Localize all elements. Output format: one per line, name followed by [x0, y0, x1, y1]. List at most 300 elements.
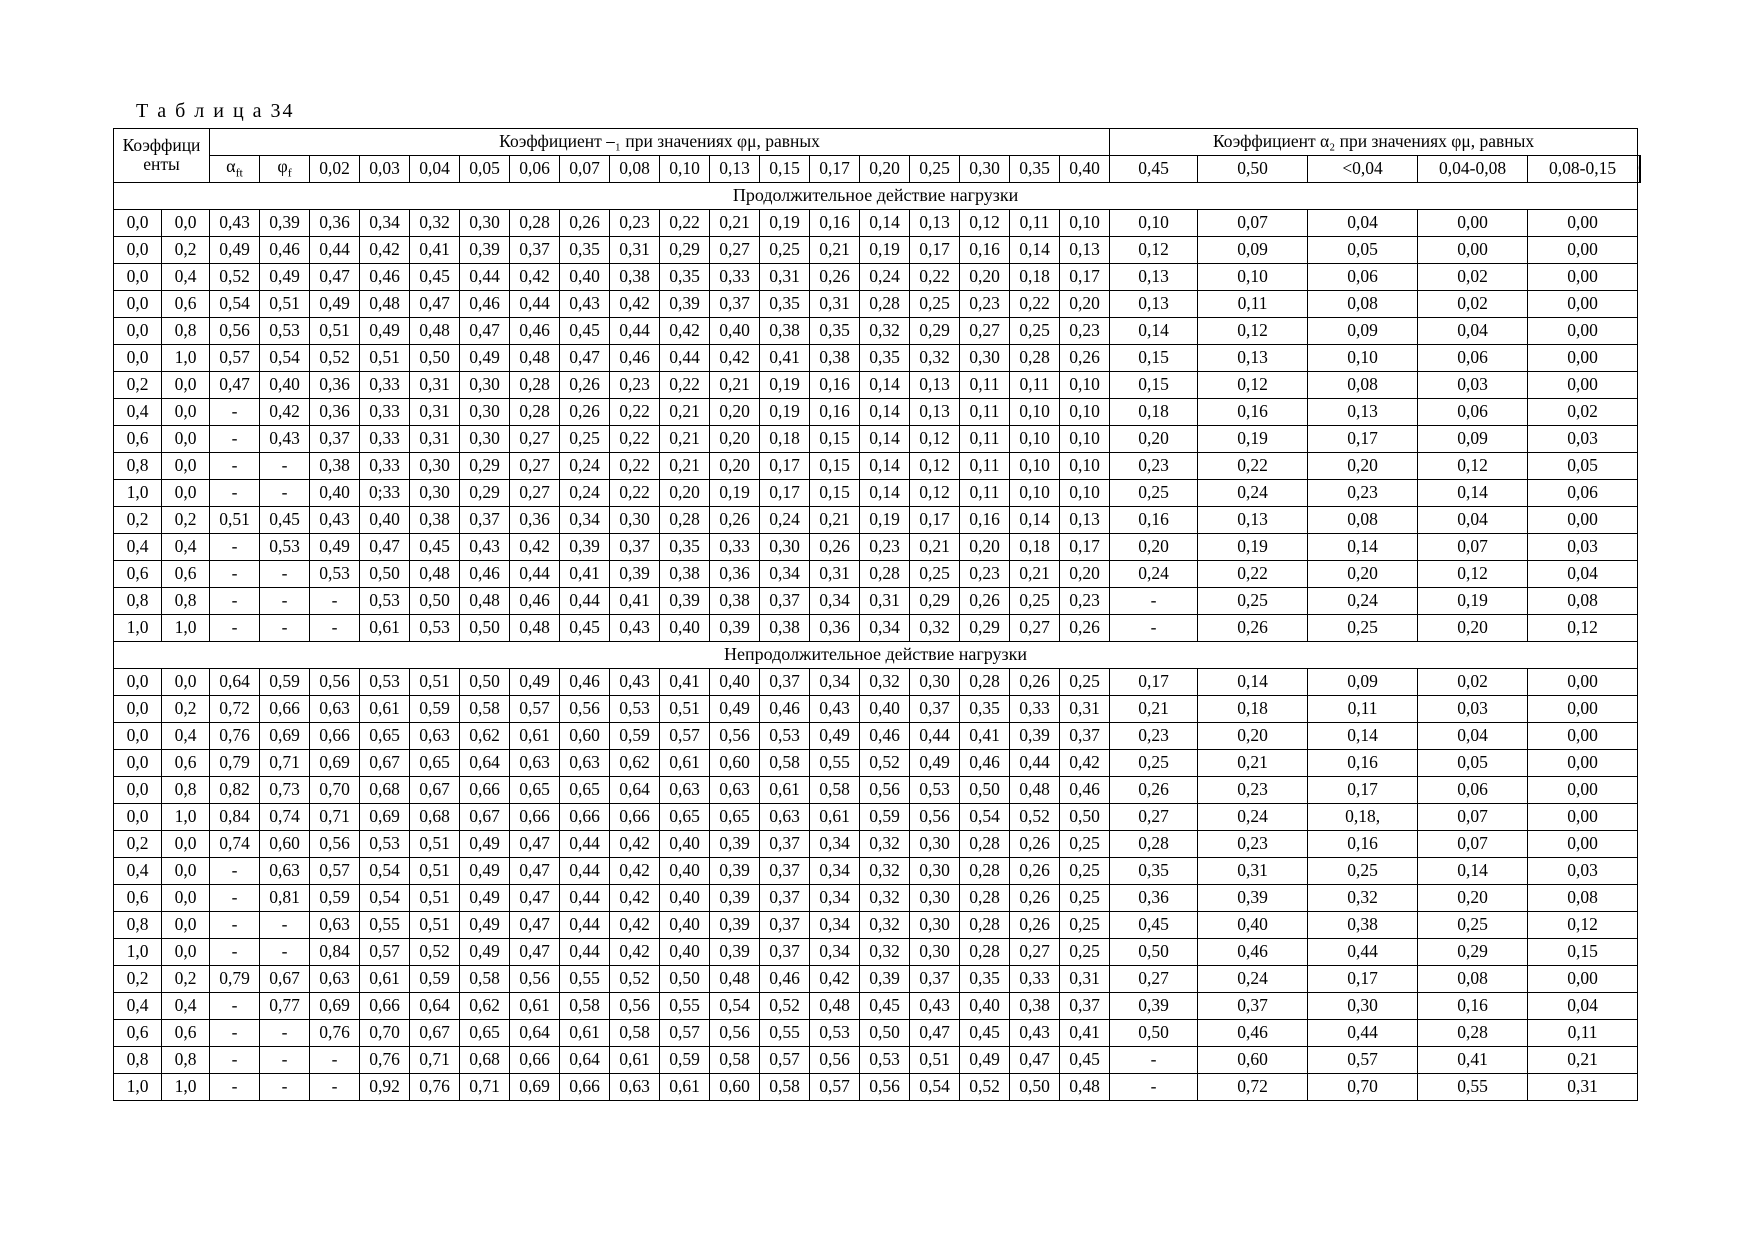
header-col-right-1: 0,04-0,08 — [1418, 156, 1528, 183]
cell-alpha1-12: 0,36 — [810, 615, 860, 642]
cell-alpha1-15: 0,11 — [960, 399, 1010, 426]
cell-alpha1-10: 0,60 — [710, 750, 760, 777]
cell-alpha-ft: 1,0 — [114, 939, 162, 966]
cell-alpha2-4: 0,05 — [1528, 453, 1638, 480]
cell-alpha1-0: - — [210, 399, 260, 426]
cell-alpha1-0: 0,79 — [210, 966, 260, 993]
cell-alpha1-16: 0,33 — [1010, 966, 1060, 993]
cell-alpha1-9: 0,40 — [660, 615, 710, 642]
cell-alpha1-15: 0,16 — [960, 507, 1010, 534]
cell-alpha-ft: 1,0 — [114, 480, 162, 507]
cell-alpha1-13: 0,32 — [860, 885, 910, 912]
cell-alpha2-0: 0,45 — [1110, 912, 1198, 939]
cell-alpha2-3: 0,20 — [1418, 885, 1528, 912]
cell-alpha1-17: 0,45 — [1060, 1047, 1110, 1074]
cell-alpha1-4: 0,63 — [410, 723, 460, 750]
cell-alpha1-14: 0,43 — [910, 993, 960, 1020]
cell-alpha1-12: 0,21 — [810, 507, 860, 534]
cell-alpha1-0: - — [210, 885, 260, 912]
cell-alpha2-0: 0,20 — [1110, 534, 1198, 561]
cell-alpha2-4: 0,00 — [1528, 669, 1638, 696]
cell-alpha2-1: 0,20 — [1198, 723, 1308, 750]
cell-alpha1-10: 0,20 — [710, 399, 760, 426]
cell-alpha1-8: 0,42 — [610, 831, 660, 858]
cell-alpha1-0: 0,74 — [210, 831, 260, 858]
cell-alpha2-3: 0,25 — [1418, 912, 1528, 939]
cell-alpha1-1: 0,66 — [260, 696, 310, 723]
cell-alpha1-9: 0,57 — [660, 1020, 710, 1047]
cell-alpha1-7: 0,44 — [560, 588, 610, 615]
table-row — [114, 345, 1641, 372]
cell-alpha1-6: 0,47 — [510, 858, 560, 885]
cell-alpha1-1: - — [260, 939, 310, 966]
cell-alpha1-4: 0,45 — [410, 534, 460, 561]
cell-alpha1-10: 0,56 — [710, 1020, 760, 1047]
cell-alpha1-8: 0,37 — [610, 534, 660, 561]
cell-alpha1-0: 0,52 — [210, 264, 260, 291]
cell-alpha1-2: 0,38 — [310, 453, 360, 480]
cell-alpha1-8: 0,22 — [610, 480, 660, 507]
cell-alpha2-4: 0,00 — [1528, 507, 1638, 534]
cell-alpha1-9: 0,59 — [660, 1047, 710, 1074]
cell-alpha1-9: 0,61 — [660, 750, 710, 777]
cell-phi-f: 0,4 — [162, 534, 210, 561]
cell-alpha1-16: 0,26 — [1010, 669, 1060, 696]
cell-alpha2-2: 0,23 — [1308, 480, 1418, 507]
cell-alpha1-3: 0,61 — [360, 615, 410, 642]
cell-alpha1-16: 0,52 — [1010, 804, 1060, 831]
cell-alpha1-8: 0,38 — [610, 264, 660, 291]
cell-alpha1-2: 0,69 — [310, 750, 360, 777]
cell-alpha1-11: 0,46 — [760, 966, 810, 993]
cell-alpha1-6: 0,37 — [510, 237, 560, 264]
cell-alpha1-2: 0,36 — [310, 399, 360, 426]
cell-alpha1-6: 0,49 — [510, 669, 560, 696]
cell-alpha1-1: 0,46 — [260, 237, 310, 264]
cell-alpha2-0: 0,10 — [1110, 210, 1198, 237]
cell-alpha2-2: 0,16 — [1308, 831, 1418, 858]
cell-alpha1-5: 0,65 — [460, 1020, 510, 1047]
cell-alpha1-12: 0,61 — [810, 804, 860, 831]
cell-alpha2-3: 0,08 — [1418, 966, 1528, 993]
cell-alpha1-8: 0,42 — [610, 291, 660, 318]
cell-alpha1-1: 0,73 — [260, 777, 310, 804]
cell-alpha1-6: 0,47 — [510, 831, 560, 858]
cell-alpha2-2: 0,44 — [1308, 1020, 1418, 1047]
cell-alpha2-4: 0,03 — [1528, 858, 1638, 885]
cell-alpha1-8: 0,61 — [610, 1047, 660, 1074]
cell-alpha1-17: 0,26 — [1060, 615, 1110, 642]
cell-alpha2-4: 0,03 — [1528, 534, 1638, 561]
cell-alpha1-14: 0,30 — [910, 912, 960, 939]
cell-alpha1-11: 0,19 — [760, 210, 810, 237]
cell-alpha1-5: 0,44 — [460, 264, 510, 291]
header-col-left-12: 0,25 — [910, 156, 960, 183]
cell-alpha1-10: 0,39 — [710, 858, 760, 885]
cell-alpha1-10: 0,40 — [710, 669, 760, 696]
cell-alpha2-3: 0,05 — [1418, 750, 1528, 777]
cell-alpha1-2: 0,84 — [310, 939, 360, 966]
cell-alpha1-12: 0,15 — [810, 426, 860, 453]
cell-alpha2-1: 0,39 — [1198, 885, 1308, 912]
cell-alpha2-2: 0,08 — [1308, 291, 1418, 318]
cell-alpha1-4: 0,45 — [410, 264, 460, 291]
cell-alpha1-11: 0,38 — [760, 615, 810, 642]
cell-alpha1-5: 0,46 — [460, 291, 510, 318]
cell-alpha1-17: 0,25 — [1060, 831, 1110, 858]
cell-alpha1-2: - — [310, 615, 360, 642]
cell-alpha1-15: 0,50 — [960, 777, 1010, 804]
cell-alpha2-0: 0,14 — [1110, 318, 1198, 345]
cell-alpha1-16: 0,10 — [1010, 399, 1060, 426]
cell-alpha1-7: 0,45 — [560, 615, 610, 642]
cell-alpha1-8: 0,58 — [610, 1020, 660, 1047]
cell-alpha1-1: - — [260, 453, 310, 480]
cell-alpha1-11: 0,37 — [760, 912, 810, 939]
cell-phi-f: 0,2 — [162, 237, 210, 264]
table-row — [114, 291, 1641, 318]
table-row — [114, 264, 1641, 291]
cell-alpha1-2: 0,51 — [310, 318, 360, 345]
header-col-left-3: 0,05 — [460, 156, 510, 183]
cell-alpha2-2: 0,57 — [1308, 1047, 1418, 1074]
cell-alpha1-13: 0,32 — [860, 318, 910, 345]
cell-phi-f: 0,6 — [162, 561, 210, 588]
cell-alpha1-2: 0,43 — [310, 507, 360, 534]
cell-alpha1-17: 0,26 — [1060, 345, 1110, 372]
cell-alpha1-10: 0,26 — [710, 507, 760, 534]
cell-alpha1-5: 0,29 — [460, 480, 510, 507]
cell-alpha-ft: 1,0 — [114, 1074, 162, 1101]
cell-alpha1-4: 0,30 — [410, 453, 460, 480]
cell-alpha2-2: 0,10 — [1308, 345, 1418, 372]
cell-phi-f: 0,8 — [162, 1047, 210, 1074]
cell-phi-f: 0,0 — [162, 399, 210, 426]
cell-alpha2-4: 0,00 — [1528, 264, 1638, 291]
cell-alpha2-4: 0,04 — [1528, 561, 1638, 588]
cell-alpha1-13: 0,32 — [860, 669, 910, 696]
cell-alpha1-5: 0,48 — [460, 588, 510, 615]
cell-alpha2-4: 0,04 — [1528, 993, 1638, 1020]
cell-alpha1-3: 0,40 — [360, 507, 410, 534]
cell-alpha1-7: 0,44 — [560, 831, 610, 858]
cell-alpha1-16: 0,26 — [1010, 831, 1060, 858]
cell-alpha2-0: 0,25 — [1110, 480, 1198, 507]
cell-alpha1-11: 0,46 — [760, 696, 810, 723]
cell-alpha2-4: 0,12 — [1528, 615, 1638, 642]
cell-alpha1-15: 0,30 — [960, 345, 1010, 372]
cell-phi-f: 0,0 — [162, 912, 210, 939]
cell-alpha1-6: 0,57 — [510, 696, 560, 723]
cell-alpha1-7: 0,60 — [560, 723, 610, 750]
cell-alpha1-17: 0,25 — [1060, 858, 1110, 885]
cell-alpha1-10: 0,56 — [710, 723, 760, 750]
cell-alpha1-4: 0,31 — [410, 399, 460, 426]
cell-alpha-ft: 0,8 — [114, 912, 162, 939]
cell-alpha1-15: 0,20 — [960, 534, 1010, 561]
cell-alpha1-14: 0,30 — [910, 939, 960, 966]
table-row — [114, 723, 1641, 750]
cell-alpha1-5: 0,30 — [460, 426, 510, 453]
section-band-row — [114, 183, 1641, 210]
cell-alpha1-10: 0,19 — [710, 480, 760, 507]
cell-alpha2-1: 0,12 — [1198, 372, 1308, 399]
cell-alpha1-11: 0,25 — [760, 237, 810, 264]
cell-alpha1-6: 0,28 — [510, 399, 560, 426]
cell-alpha1-6: 0,47 — [510, 939, 560, 966]
cell-alpha2-0: 0,50 — [1110, 1020, 1198, 1047]
cell-alpha1-5: 0,47 — [460, 318, 510, 345]
cell-alpha1-8: 0,64 — [610, 777, 660, 804]
cell-alpha1-3: 0,53 — [360, 588, 410, 615]
table-row — [114, 885, 1641, 912]
cell-alpha1-15: 0,23 — [960, 291, 1010, 318]
cell-alpha2-1: 0,12 — [1198, 318, 1308, 345]
cell-alpha1-6: 0,27 — [510, 426, 560, 453]
cell-alpha2-4: 0,00 — [1528, 210, 1638, 237]
cell-alpha2-0: 0,25 — [1110, 750, 1198, 777]
cell-alpha1-1: 0,40 — [260, 372, 310, 399]
header-col-left-17: 0,50 — [1198, 156, 1308, 183]
cell-alpha1-2: 0,57 — [310, 858, 360, 885]
cell-alpha2-3: 0,55 — [1418, 1074, 1528, 1101]
cell-alpha1-2: 0,66 — [310, 723, 360, 750]
header-col-left-16: 0,45 — [1110, 156, 1198, 183]
cell-alpha1-3: 0,33 — [360, 372, 410, 399]
cell-alpha1-4: 0,41 — [410, 237, 460, 264]
cell-alpha1-7: 0,24 — [560, 480, 610, 507]
cell-alpha1-9: 0,65 — [660, 804, 710, 831]
cell-alpha1-5: 0,49 — [460, 885, 510, 912]
cell-alpha-ft: 0,2 — [114, 966, 162, 993]
cell-alpha1-9: 0,22 — [660, 372, 710, 399]
cell-alpha1-8: 0,23 — [610, 372, 660, 399]
cell-alpha2-1: 0,13 — [1198, 345, 1308, 372]
cell-alpha1-15: 0,28 — [960, 669, 1010, 696]
cell-alpha1-9: 0,40 — [660, 939, 710, 966]
cell-alpha-ft: 0,4 — [114, 993, 162, 1020]
cell-phi-f: 0,6 — [162, 291, 210, 318]
cell-alpha1-11: 0,37 — [760, 588, 810, 615]
cell-alpha1-10: 0,38 — [710, 588, 760, 615]
cell-alpha1-10: 0,39 — [710, 615, 760, 642]
cell-alpha1-1: 0,69 — [260, 723, 310, 750]
cell-alpha2-3: 0,00 — [1418, 210, 1528, 237]
cell-alpha1-5: 0,58 — [460, 696, 510, 723]
cell-alpha2-4: 0,15 — [1528, 939, 1638, 966]
cell-alpha1-5: 0,30 — [460, 210, 510, 237]
cell-alpha1-7: 0,35 — [560, 237, 610, 264]
cell-alpha1-15: 0,20 — [960, 264, 1010, 291]
cell-alpha2-2: 0,09 — [1308, 669, 1418, 696]
cell-alpha1-1: 0,59 — [260, 669, 310, 696]
cell-alpha1-11: 0,37 — [760, 669, 810, 696]
cell-alpha1-8: 0,44 — [610, 318, 660, 345]
cell-alpha1-5: 0,50 — [460, 615, 510, 642]
cell-alpha1-10: 0,33 — [710, 264, 760, 291]
cell-alpha1-5: 0,62 — [460, 993, 510, 1020]
cell-alpha1-9: 0,22 — [660, 210, 710, 237]
cell-alpha1-1: 0,49 — [260, 264, 310, 291]
cell-alpha1-3: 0,50 — [360, 561, 410, 588]
cell-alpha2-1: 0,13 — [1198, 507, 1308, 534]
cell-alpha2-2: 0,04 — [1308, 210, 1418, 237]
cell-alpha1-11: 0,37 — [760, 831, 810, 858]
cell-alpha1-11: 0,55 — [760, 1020, 810, 1047]
cell-alpha1-1: - — [260, 1047, 310, 1074]
cell-alpha1-12: 0,16 — [810, 372, 860, 399]
cell-alpha1-15: 0,28 — [960, 939, 1010, 966]
cell-alpha1-15: 0,35 — [960, 966, 1010, 993]
table-row — [114, 318, 1641, 345]
cell-alpha1-5: 0,39 — [460, 237, 510, 264]
cell-alpha1-13: 0,19 — [860, 237, 910, 264]
cell-alpha1-7: 0,46 — [560, 669, 610, 696]
cell-alpha1-9: 0,42 — [660, 318, 710, 345]
cell-alpha2-0: 0,26 — [1110, 777, 1198, 804]
cell-alpha1-0: - — [210, 912, 260, 939]
cell-alpha2-2: 0,08 — [1308, 507, 1418, 534]
cell-alpha2-4: 0,31 — [1528, 1074, 1638, 1101]
cell-alpha1-3: 0,54 — [360, 885, 410, 912]
cell-alpha2-0: 0,13 — [1110, 291, 1198, 318]
cell-alpha2-0: 0,20 — [1110, 426, 1198, 453]
cell-alpha1-15: 0,28 — [960, 912, 1010, 939]
cell-alpha1-17: 0,10 — [1060, 399, 1110, 426]
cell-alpha1-12: 0,26 — [810, 534, 860, 561]
cell-alpha1-10: 0,65 — [710, 804, 760, 831]
cell-alpha1-13: 0,40 — [860, 696, 910, 723]
cell-alpha1-17: 0,23 — [1060, 588, 1110, 615]
cell-alpha1-16: 0,28 — [1010, 345, 1060, 372]
cell-alpha1-4: 0,68 — [410, 804, 460, 831]
cell-alpha2-3: 0,14 — [1418, 858, 1528, 885]
cell-alpha1-4: 0,53 — [410, 615, 460, 642]
cell-alpha1-16: 0,21 — [1010, 561, 1060, 588]
cell-alpha1-15: 0,52 — [960, 1074, 1010, 1101]
cell-alpha1-0: 0,47 — [210, 372, 260, 399]
cell-alpha-ft: 0,8 — [114, 588, 162, 615]
cell-alpha2-0: 0,36 — [1110, 885, 1198, 912]
table-row — [114, 561, 1641, 588]
table-row — [114, 912, 1641, 939]
cell-alpha2-1: 0,22 — [1198, 561, 1308, 588]
cell-alpha1-8: 0,22 — [610, 399, 660, 426]
cell-alpha2-4: 0,11 — [1528, 1020, 1638, 1047]
cell-alpha2-3: 0,04 — [1418, 723, 1528, 750]
header-col-left-9: 0,15 — [760, 156, 810, 183]
cell-alpha1-6: 0,46 — [510, 588, 560, 615]
cell-alpha1-16: 0,10 — [1010, 480, 1060, 507]
cell-alpha1-3: 0,76 — [360, 1047, 410, 1074]
cell-alpha2-0: - — [1110, 588, 1198, 615]
cell-alpha1-9: 0,39 — [660, 588, 710, 615]
cell-alpha2-1: 0,18 — [1198, 696, 1308, 723]
cell-alpha1-4: 0,30 — [410, 480, 460, 507]
cell-alpha2-1: 0,21 — [1198, 750, 1308, 777]
cell-alpha1-17: 0,41 — [1060, 1020, 1110, 1047]
cell-alpha2-3: 0,06 — [1418, 399, 1528, 426]
cell-alpha1-11: 0,53 — [760, 723, 810, 750]
cell-alpha1-6: 0,66 — [510, 1047, 560, 1074]
cell-alpha1-9: 0,29 — [660, 237, 710, 264]
cell-alpha1-4: 0,59 — [410, 696, 460, 723]
cell-alpha2-2: 0,25 — [1308, 858, 1418, 885]
cell-alpha1-4: 0,31 — [410, 372, 460, 399]
cell-alpha1-16: 0,27 — [1010, 615, 1060, 642]
cell-alpha1-1: - — [260, 615, 310, 642]
cell-alpha2-1: 0,07 — [1198, 210, 1308, 237]
cell-alpha1-6: 0,46 — [510, 318, 560, 345]
cell-alpha1-0: 0,82 — [210, 777, 260, 804]
cell-alpha1-4: 0,76 — [410, 1074, 460, 1101]
cell-alpha1-2: 0,36 — [310, 210, 360, 237]
cell-alpha1-2: 0,70 — [310, 777, 360, 804]
cell-alpha1-12: 0,34 — [810, 912, 860, 939]
cell-alpha1-1: 0,54 — [260, 345, 310, 372]
table-row — [114, 993, 1641, 1020]
cell-alpha2-0: 0,50 — [1110, 939, 1198, 966]
cell-alpha-ft: 0,6 — [114, 426, 162, 453]
cell-alpha1-15: 0,11 — [960, 372, 1010, 399]
cell-alpha2-1: 0,22 — [1198, 453, 1308, 480]
cell-alpha1-8: 0,56 — [610, 993, 660, 1020]
cell-alpha1-6: 0,65 — [510, 777, 560, 804]
cell-alpha1-9: 0,51 — [660, 696, 710, 723]
cell-alpha1-16: 0,44 — [1010, 750, 1060, 777]
cell-alpha1-6: 0,42 — [510, 534, 560, 561]
cell-alpha1-13: 0,50 — [860, 1020, 910, 1047]
cell-alpha1-12: 0,16 — [810, 399, 860, 426]
cell-alpha1-0: - — [210, 858, 260, 885]
cell-phi-f: 1,0 — [162, 804, 210, 831]
cell-alpha1-13: 0,14 — [860, 210, 910, 237]
cell-alpha2-2: 0,14 — [1308, 723, 1418, 750]
cell-alpha1-2: 0,63 — [310, 696, 360, 723]
cell-alpha1-9: 0,55 — [660, 993, 710, 1020]
cell-alpha1-15: 0,41 — [960, 723, 1010, 750]
cell-alpha1-9: 0,21 — [660, 453, 710, 480]
cell-alpha1-2: 0,49 — [310, 534, 360, 561]
cell-alpha1-11: 0,37 — [760, 885, 810, 912]
cell-phi-f: 0,0 — [162, 939, 210, 966]
cell-phi-f: 1,0 — [162, 345, 210, 372]
cell-alpha2-2: 0,09 — [1308, 318, 1418, 345]
cell-alpha2-4: 0,00 — [1528, 696, 1638, 723]
cell-alpha1-3: 0,57 — [360, 939, 410, 966]
cell-alpha2-3: 0,02 — [1418, 264, 1528, 291]
cell-alpha1-5: 0,67 — [460, 804, 510, 831]
cell-alpha1-16: 0,48 — [1010, 777, 1060, 804]
cell-alpha1-4: 0,48 — [410, 318, 460, 345]
cell-alpha1-7: 0,24 — [560, 453, 610, 480]
cell-alpha1-8: 0,42 — [610, 858, 660, 885]
cell-alpha1-0: - — [210, 615, 260, 642]
cell-alpha2-1: 0,25 — [1198, 588, 1308, 615]
cell-alpha1-16: 0,25 — [1010, 588, 1060, 615]
cell-alpha2-0: 0,16 — [1110, 507, 1198, 534]
cell-alpha1-17: 0,17 — [1060, 264, 1110, 291]
cell-alpha1-16: 0,27 — [1010, 939, 1060, 966]
cell-alpha1-10: 0,60 — [710, 1074, 760, 1101]
cell-alpha1-2: 0,44 — [310, 237, 360, 264]
cell-alpha1-8: 0,31 — [610, 237, 660, 264]
cell-alpha1-9: 0,61 — [660, 1074, 710, 1101]
cell-alpha1-7: 0,34 — [560, 507, 610, 534]
cell-alpha1-3: 0,68 — [360, 777, 410, 804]
cell-alpha1-0: 0,43 — [210, 210, 260, 237]
cell-alpha1-9: 0,40 — [660, 912, 710, 939]
